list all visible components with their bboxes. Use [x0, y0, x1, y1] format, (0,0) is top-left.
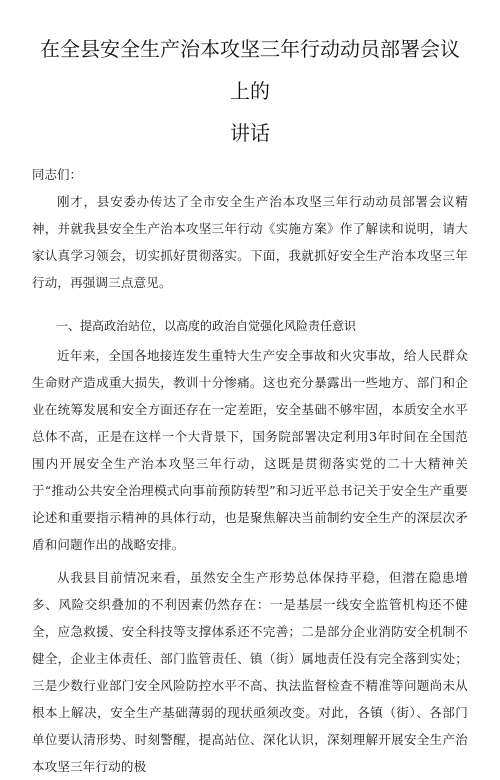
document-page [32, 28, 468, 780]
section-heading-1: 一、提高政治站位，以高度的政治自觉强化风险责任意识 [56, 319, 357, 333]
spacer [32, 296, 468, 306]
intro-paragraph: 刚才，县安委办传达了全市安全生产治本攻坚三年行动动员部署会议精神，并就我县安全生产治本攻坚三年行动《实施方案》作了解读和说明，请大家认真学习领会，切实抓好贯彻落实。下面，我就抓好安全生产治本攻坚三年行动，再强调三点意见。 [32, 194, 468, 290]
section1-paragraph-2: 从我县目前情况来看，虽然安全生产形势总体保持平稳，但潜在隐患增多、风险交织叠加的不利因素仍然存在：一是基层一线安全监管机构还不健全，应急救援、安全科技等支撑体系还不完善；二是部分企业消防安全机制不健全，企业主体责任、部门监管责任、镇（街）属地责任没有完全落到实处；三是少数行业部门安全风险防控水平不高、执法监督检查不精准等问题尚未从根本上解决，安全生产基础薄弱的现状亟须改变。对此，各镇（街）、各部门单位要认清形势、时刻警醒，提高站位、深化认识，深刻理解开展安全生产治本攻坚三年行动的极 [32, 570, 468, 774]
document-title [32, 28, 468, 154]
title-line-1: 在全县安全生产治本攻坚三年行动动员部署会议上的 [40, 37, 460, 103]
title-line-2: 讲话 [230, 121, 270, 145]
salutation: 同志们： [32, 167, 83, 182]
section1-paragraph-1: 近年来，全国各地接连发生重特大生产安全事故和火灾事故，给人民群众生命财产造成重大损失，教训十分惨痛。这也充分暴露出一些地方、部门和企业在统筹发展和安全方面还存在一定差距，安全基础不够牢固，本质安全水平总体不高，正是在这样一个大背景下，国务院部署决定利用3年时间在全国范围内开展安全生产治本攻坚三年行动，这既是贯彻落实党的二十大精神关于“推动公共安全治理模式向事前预防转型”和习近平总书记关于安全生产重要论述和重要指示精神的具体行动，也是聚焦解决当前制约安全生产的深层次矛盾和问题作出的战略安排。 [32, 348, 468, 552]
